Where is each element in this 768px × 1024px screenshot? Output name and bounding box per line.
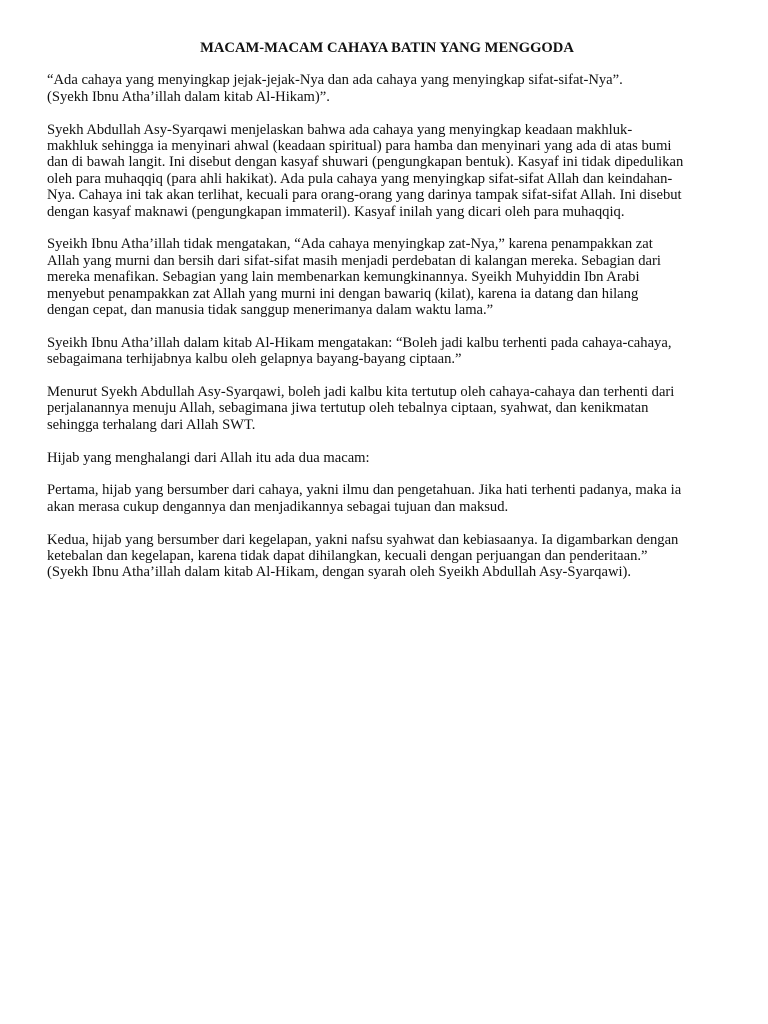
text-line: Syekh Abdullah Asy-Syarqawi menjelaskan bahwa ada cahaya yang menyingkap keadaan makhluk- — [47, 121, 633, 138]
paragraph-5 — [47, 384, 727, 433]
text-line: Kedua, hijab yang bersumber dari kegelapan, yakni nafsu syahwat dan kebiasaanya. Ia digambarkan dengan — [47, 531, 679, 548]
paragraph-6 — [47, 450, 727, 466]
text-line: dengan kasyaf maknawi (pengungkapan immateril). Kasyaf inilah yang dicari oleh para muhaqqiq. — [47, 203, 625, 220]
text-line: Pertama, hijab yang bersumber dari cahaya, yakni ilmu dan pengetahuan. Jika hati terhenti padanya, maka ia — [47, 482, 682, 499]
text-line: Syeikh Ibnu Atha’illah dalam kitab Al-Hikam mengatakan: “Boleh jadi kalbu terhenti pada cahaya-cahaya, — [47, 334, 672, 351]
paragraph-8 — [47, 532, 727, 581]
paragraph-1 — [47, 72, 727, 105]
text-line: (Syekh Ibnu Atha’illah dalam kitab Al-Hikam)”. — [47, 88, 330, 105]
text-line: ketebalan dan kegelapan, karena tidak dapat dihilangkan, kecuali dengan perjuangan dan penderitaan.” — [47, 548, 648, 565]
text-line: makhluk sehingga ia menyinari ahwal (keadaan spiritual) para hamba dan menyinari yang ada di atas bumi — [47, 138, 672, 155]
text-line: Hijab yang menghalangi dari Allah itu ada dua macam: — [47, 449, 370, 466]
text-line: mereka menafikan. Sebagian yang lain membenarkan kemungkinannya. Syeikh Muhyiddin Ibn Arabi — [47, 269, 640, 286]
text-line: Syeikh Ibnu Atha’illah tidak mengatakan, “Ada cahaya menyingkap zat-Nya,” karena penampakkan zat — [47, 236, 653, 253]
text-line: sehingga terhalang dari Allah SWT. — [47, 416, 256, 433]
text-line: menyebut penampakkan zat Allah yang murni ini dengan bawariq (kilat), karena ia datang dan hilang — [47, 285, 639, 302]
text-line: akan merasa cukup dengannya dan menjadikannya sebagai tujuan dan maksud. — [47, 498, 509, 515]
document-page — [47, 40, 727, 597]
paragraph-4 — [47, 335, 727, 368]
text-line: sebagaimana terhijabnya kalbu oleh gelapnya bayang-bayang ciptaan.” — [47, 351, 462, 368]
paragraph-2 — [47, 122, 727, 220]
text-line: “Ada cahaya yang menyingkap jejak-jejak-Nya dan ada cahaya yang menyingkap sifat-sifat-Nya”. — [47, 72, 623, 89]
text-line: dan di bawah langit. Ini disebut dengan kasyaf shuwari (pengungkapan bentuk). Kasyaf ini tidak dipedulikan — [47, 154, 684, 171]
text-line: oleh para muhaqqiq (para ahli hakikat). Ada pula cahaya yang menyingkap sifat-sifat Allah dan keindahan- — [47, 170, 673, 187]
text-line: dengan cepat, dan manusia tidak sanggup menerimanya dalam waktu lama.” — [47, 302, 494, 319]
text-line: Nya. Cahaya ini tak akan terlihat, kecuali para orang-orang yang darinya tampak sifat-sifat Allah. Ini disebut — [47, 187, 682, 204]
text-line: Allah yang murni dan bersih dari sifat-sifat masih menjadi perdebatan di kalangan mereka. Sebagian dari — [47, 252, 661, 269]
text-line: Menurut Syekh Abdullah Asy-Syarqawi, boleh jadi kalbu kita tertutup oleh cahaya-cahaya dan terhenti dari — [47, 384, 675, 401]
document-title: MACAM-MACAM CAHAYA BATIN YANG MENGGODA — [200, 40, 574, 56]
paragraph-3 — [47, 236, 727, 318]
paragraph-7 — [47, 482, 727, 515]
text-line: (Syekh Ibnu Atha’illah dalam kitab Al-Hikam, dengan syarah oleh Syeikh Abdullah Asy-Syarqawi). — [47, 564, 632, 581]
text-line: perjalanannya menuju Allah, sebagimana jiwa tertutup oleh tebalnya ciptaan, syahwat, dan kenikmatan — [47, 400, 649, 417]
